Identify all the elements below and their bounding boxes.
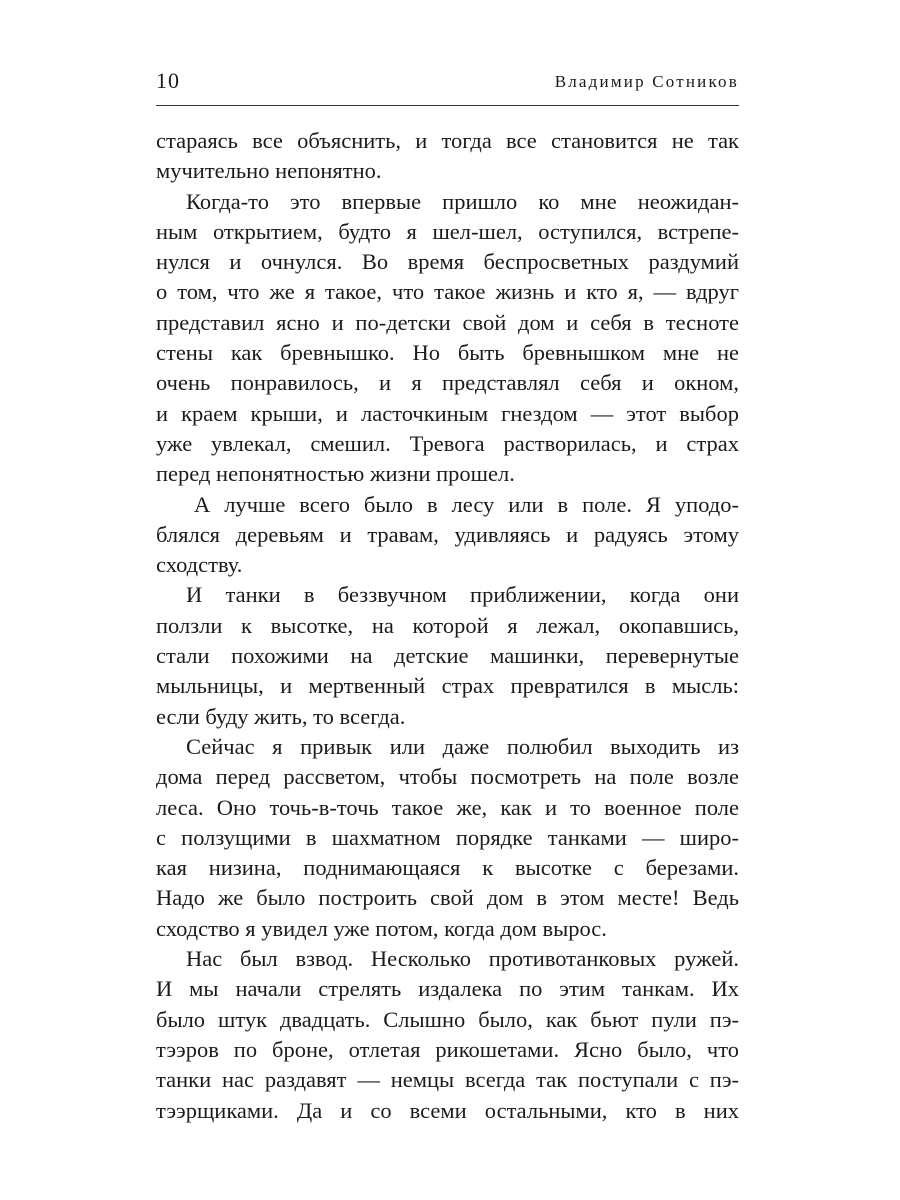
header-divider <box>156 105 739 106</box>
text-line: леса. Оно точь-в-точь такое же, как и то военное поле <box>156 794 739 820</box>
paragraph-first-line: Когда-то это впервые пришло ко мне неожидан- <box>186 188 739 214</box>
text-line: мучительно непонятно. <box>156 158 382 184</box>
text-line: с ползущими в шахматном порядке танками — широ- <box>156 824 739 850</box>
text-line: если буду жить, то всегда. <box>156 703 406 729</box>
paragraph-first-line: А лучше всего было в лесу или в поле. Я уподо- <box>194 491 739 517</box>
text-line: дома перед рассветом, чтобы посмотреть на поле возле <box>156 764 739 790</box>
running-header <box>156 66 739 100</box>
text-line: сходству. <box>156 552 243 578</box>
text-line: сходство я увидел уже потом, когда дом вырос. <box>156 915 607 941</box>
running-head-author: Владимир Сотников <box>554 72 739 91</box>
paragraph-first-line: Сейчас я привык или даже полюбил выходить из <box>186 733 739 759</box>
text-line: уже увлекал, смешил. Тревога растворилась, и страх <box>156 430 739 456</box>
body-text <box>156 126 739 1126</box>
text-line: ным открытием, будто я шел-шел, оступился, встрепе- <box>156 218 739 244</box>
text-line: ползли к высотке, на которой я лежал, окопавшись, <box>156 612 739 638</box>
text-line: очень понравилось, и я представлял себя и окном, <box>156 370 739 396</box>
text-line: кая низина, поднимающаяся к высотке с березами. <box>156 855 739 881</box>
text-line: стали похожими на детские машинки, перевернутые <box>156 643 739 669</box>
text-line: И мы начали стрелять издалека по этим танкам. Их <box>156 976 739 1002</box>
text-line: было штук двадцать. Слышно было, как бьют пули пэ- <box>156 1006 739 1032</box>
page-number: 10 <box>156 68 180 93</box>
text-line: стараясь все объяснить, и тогда все становится не так <box>156 128 739 153</box>
paragraph-first-line: И танки в беззвучном приближении, когда они <box>186 582 739 608</box>
text-line: перед непонятностью жизни прошел. <box>156 461 515 487</box>
text-line: и краем крыши, и ласточкиным гнездом — этот выбор <box>156 400 739 426</box>
text-line: блялся деревьям и травам, удивляясь и радуясь этому <box>156 521 739 547</box>
text-line: мыльницы, и мертвенный страх превратился в мысль: <box>156 673 739 699</box>
text-line: тээрщиками. Да и со всеми остальными, кто в них <box>156 1097 739 1123</box>
text-line: тээров по броне, отлетая рикошетами. Ясно было, что <box>156 1036 739 1062</box>
paragraph-first-line: Нас был взвод. Несколько противотанковых ружей. <box>186 946 739 972</box>
text-line: представил ясно и по-детски свой дом и себя в тесноте <box>156 309 739 335</box>
text-line: о том, что же я такое, что такое жизнь и кто я, — вдруг <box>156 279 739 305</box>
text-line: танки нас раздавят — немцы всегда так поступали с пэ- <box>156 1067 739 1093</box>
text-line: Надо же было построить свой дом в этом месте! Ведь <box>156 885 739 911</box>
text-line: стены как бревнышко. Но быть бревнышком мне не <box>156 340 739 366</box>
text-line: нулся и очнулся. Во время беспросветных раздумий <box>156 249 739 275</box>
